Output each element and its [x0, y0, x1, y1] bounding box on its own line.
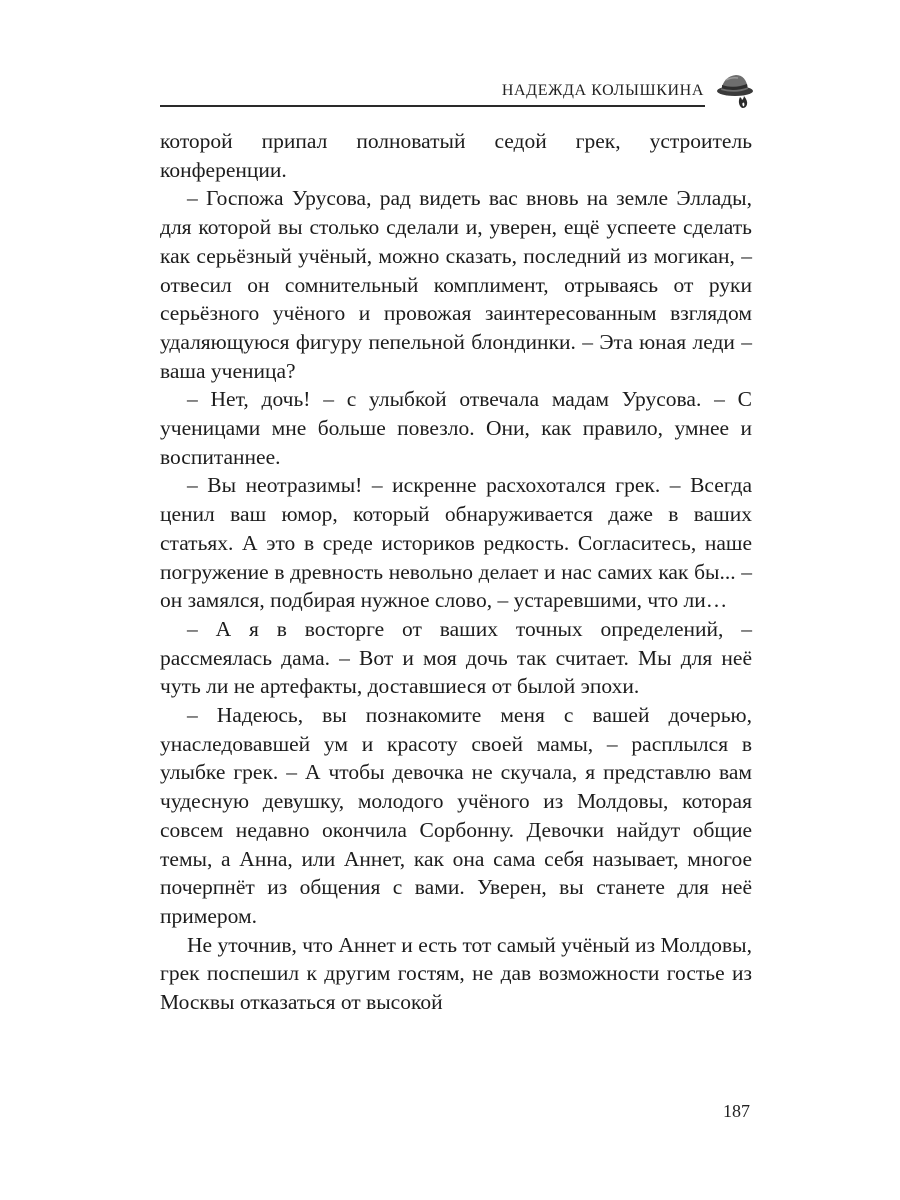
paragraph: которой припал полноватый седой грек, устроитель конференции.: [160, 129, 752, 182]
paragraph: – Нет, дочь! – с улыбкой отвечала мадам Урусова. – С ученицами мне больше повезло. Они, как правило, умнее и воспитаннее.: [160, 387, 752, 469]
paragraph: – Вы неотразимы! – искренне расхохотался грек. – Всегда ценил ваш юмор, который обнаруживается даже в ваших статьях. А это в среде историков редкость. Согласитесь, наше погружение в древность невольно делает и нас самих как бы... – он замялся, подбирая нужное слово, – устаревшими, что ли…: [160, 473, 752, 613]
page-number: 187: [723, 1101, 750, 1121]
paragraph: – А я в восторге от ваших точных определений, – рассмеялась дама. – Вот и моя дочь так считает. Мы для неё чуть ли не артефакты, доставшиеся от былой эпохи.: [160, 616, 752, 699]
paragraph: – Надеюсь, вы познакомите меня с вашей дочерью, унаследовавшей ум и красоту своей мамы, – расплылся в улыбке грек. – А чтобы девочка не скучала, я представлю вам чудесную девушку, молодого учёного из Молдовы, которая совсем недавно окончила Сорбонну. Девочки найдут общие темы, а Анна, или Аннет, как она сама себя называет, многое почерпнёт из общения с вами. Уверен, вы станете для неё примером.: [160, 703, 752, 928]
page-header: [160, 70, 760, 110]
paragraph: Не уточнив, что Аннет и есть тот самый учёный из Молдовы, грек поспешил к другим гостям, не дав возможности гостье из Москвы отказаться от высокой: [160, 932, 752, 1015]
header-rule: [160, 105, 705, 107]
paragraph: – Госпожа Урусова, рад видеть вас вновь на земле Эллады, для которой вы столько сделали и, уверен, ещё успеете сделать как серьёзный учёный, можно сказать, последний из могикан, – отвесил он сомнительный комплимент, отрываясь от руки серьёзного учёного и провожая заинтересованным взглядом удаляющуюся фигуру пепельной блондинки. – Эта юная леди – ваша ученица?: [160, 186, 752, 383]
body-text: [160, 127, 752, 1017]
hat-and-flame-icon: [712, 70, 756, 110]
running-head-author: НАДЕЖДА КОЛЫШКИНА: [501, 82, 704, 99]
